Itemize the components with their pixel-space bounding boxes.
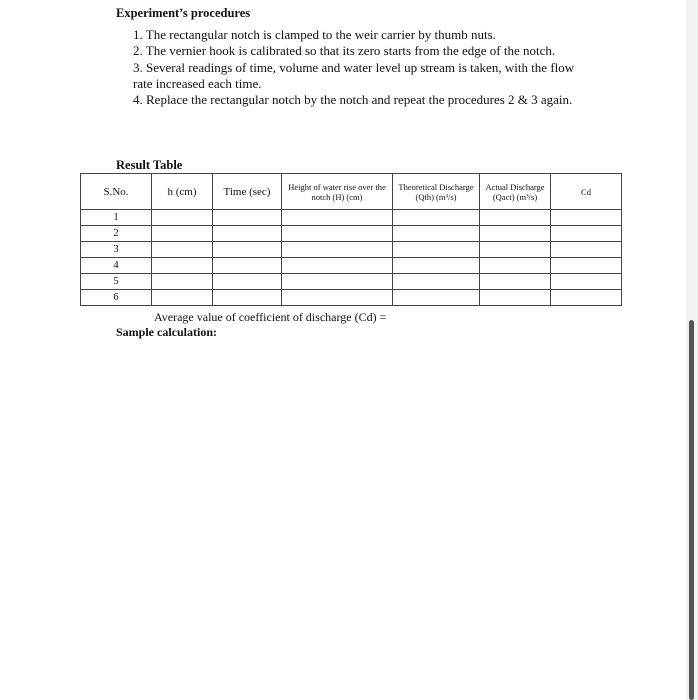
table-row xyxy=(81,242,622,258)
row-number: 2 xyxy=(81,226,152,242)
row-number: 4 xyxy=(81,258,152,274)
row-number: 1 xyxy=(81,210,152,226)
procedure-list xyxy=(133,27,583,108)
row-number: 5 xyxy=(81,274,152,290)
procedure-step: 1. The rectangular notch is clamped to the weir carrier by thumb nuts. xyxy=(133,27,496,42)
procedure-step: 4. Replace the rectangular notch by the notch and repeat the procedures 2 & 3 again. xyxy=(133,92,573,108)
row-number: 3 xyxy=(81,242,152,258)
procedures-heading: Experiment’s procedures xyxy=(116,6,251,20)
table-row xyxy=(81,290,622,306)
col-actual: Actual Discharge (Qact) (m³/s) xyxy=(480,174,551,210)
col-cd: Cd xyxy=(551,174,622,210)
col-sno: S.No. xyxy=(81,174,152,210)
col-height: Height of water rise over the notch (H) (cm) xyxy=(282,174,393,210)
table-row xyxy=(81,210,622,226)
table-row xyxy=(81,274,622,290)
procedure-step: 2. The vernier hook is calibrated so that its zero starts from the edge of the notch. xyxy=(133,43,556,59)
result-table xyxy=(80,173,622,306)
col-theoretical: Theoretical Discharge (Qth) (m³/s) xyxy=(393,174,480,210)
table-row xyxy=(81,258,622,274)
scrollbar[interactable] xyxy=(689,320,694,700)
table-row xyxy=(81,226,622,242)
procedure-step: 3. Several readings of time, volume and water level up stream is taken, with the flow rate increased each time. xyxy=(133,59,575,91)
col-h: h (cm) xyxy=(152,174,213,210)
result-table-title: Result Table xyxy=(116,158,183,172)
average-cd-text: Average value of coefficient of discharge (Cd) = xyxy=(154,310,387,324)
table-header-row xyxy=(81,174,622,210)
sample-calculation-heading: Sample calculation: xyxy=(116,325,217,339)
row-number: 6 xyxy=(81,290,152,306)
col-time: Time (sec) xyxy=(213,174,282,210)
